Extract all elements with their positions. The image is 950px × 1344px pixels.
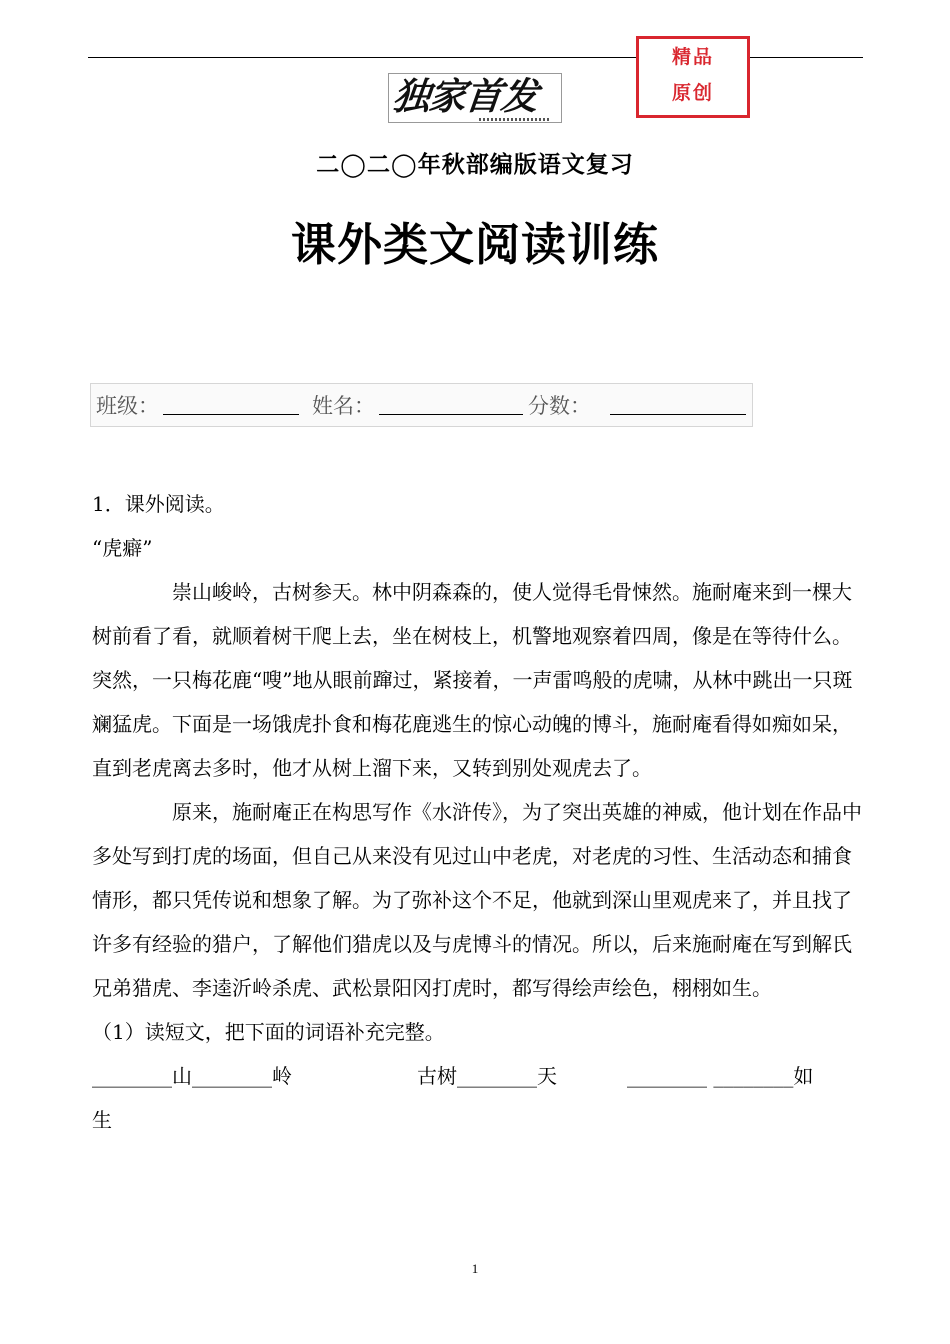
- fill-blank-item-3[interactable]: ________ ________如: [627, 1064, 814, 1088]
- logo-text: 独家首发: [390, 75, 540, 118]
- passage-paragraph-2: 原来，施耐庵正在构思写作《水浒传》，为了突出英雄的神威，他计划在作品中多处写到打虎的场面，但自己从来没有见过山中老虎，对老虎的习性、生活动态和捕食情形，都只凭传说和想象了解。为了弥补这个不足，他就到深山里观虎来了，并且找了许多有经验的猎户，了解他们猎虎以及与虎博斗的情况。所以，后来施耐庵在写到解氏兄弟猎虎、李逵沂岭杀虎、武松景阳冈打虎时，都写得绘声绘色，栩栩如生。: [92, 800, 862, 1000]
- passage-paragraph-1: 崇山峻岭，古树参天。林中阴森森的，使人觉得毛骨悚然。施耐庵来到一棵大树前看了看，就顺着树干爬上去，坐在树枝上，机警地观察着四周，像是在等待什么。突然，一只梅花鹿“嗖”地从眼前蹿过，紧接着，一声雷鸣般的虎啸，从林中跳出一只斑斓猛虎。下面是一场饿虎扑食和梅花鹿逃生的惊心动魄的博斗，施耐庵看得如痴如呆，直到老虎离去多时，他才从树上溜下来，又转到别处观虎去了。: [92, 580, 853, 780]
- page-number: 1: [471, 1261, 479, 1276]
- passage-title: “虎癖”: [92, 536, 153, 560]
- score-label: 分数：: [528, 394, 591, 418]
- question-heading: 1．课外阅读。: [92, 492, 225, 516]
- class-label: 班级：: [96, 394, 159, 418]
- fill-blank-item-1[interactable]: ________山________岭: [92, 1064, 292, 1088]
- document-title: 课外类文阅读训练: [290, 218, 659, 271]
- fill-blank-wrap: 生: [92, 1108, 112, 1132]
- class-field[interactable]: [163, 414, 299, 415]
- document-subtitle: 二◯二◯年秋部编版语文复习: [316, 152, 634, 178]
- sub-question: （1）读短文，把下面的词语补充完整。: [92, 1020, 445, 1044]
- stamp-line-1: 精品: [671, 46, 714, 68]
- quality-stamp: [636, 36, 750, 118]
- reading-section: [92, 482, 862, 1142]
- logo-underline: [479, 118, 549, 121]
- name-field[interactable]: [379, 414, 523, 415]
- fill-blank-item-2[interactable]: 古树________天: [417, 1064, 557, 1088]
- fill-blank-row: [92, 1054, 862, 1098]
- logo-badge: [388, 73, 562, 123]
- student-info-bar: [90, 383, 753, 427]
- name-label: 姓名：: [312, 394, 375, 418]
- stamp-line-2: 原创: [671, 82, 714, 104]
- score-field[interactable]: [610, 414, 746, 415]
